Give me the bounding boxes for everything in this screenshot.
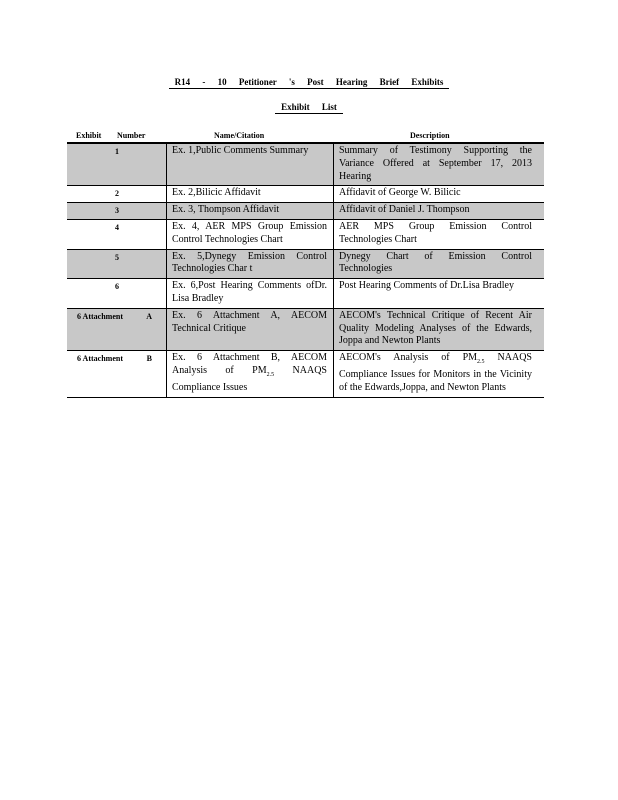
- exhibit-description: AER MPS Group Emission Control Technologies Chart: [339, 220, 532, 245]
- exhibit-attachment: 6 Attachment: [77, 354, 123, 364]
- exhibit-number: 3: [115, 206, 119, 216]
- exhibit-table: [67, 129, 544, 398]
- table-row: [67, 278, 544, 308]
- table-row: [67, 202, 544, 219]
- exhibit-description: Post Hearing Comments of Dr.Lisa Bradley: [339, 280, 514, 292]
- exhibit-attachment: 6 Attachment: [77, 311, 123, 321]
- table-row: [67, 308, 544, 350]
- exhibit-description: Summary of Testimony Supporting the Variance Offered at September 17, 2013 Hearing: [339, 145, 532, 182]
- exhibit-description: Affidavit of Daniel J. Thompson: [339, 204, 470, 216]
- exhibit-name: Ex. 3, Thompson Affidavit: [167, 203, 334, 219]
- table-row: [67, 249, 544, 279]
- table-row: [67, 350, 544, 396]
- exhibit-name: Ex. 6,Post Hearing Comments ofDr. Lisa Bradley: [167, 279, 334, 308]
- table-row: [67, 219, 544, 249]
- exhibit-name: Ex. 1,Public Comments Summary: [167, 144, 334, 185]
- exhibit-description: AECOM's Technical Critique of Recent Air Quality Modeling Analyses of the Edwards, Joppa and Newton Plants: [339, 309, 532, 347]
- exhibit-number: 5: [115, 252, 119, 262]
- header-name: Name/Citation: [214, 131, 265, 140]
- table-header: [67, 129, 544, 143]
- header-exhibit: Exhibit: [76, 131, 102, 140]
- header-description: Description: [410, 131, 450, 140]
- exhibit-description: Dynegy Chart of Emission Control Technologies: [339, 250, 532, 275]
- exhibit-description: Affidavit of George W. Bilicic: [339, 187, 461, 199]
- attachment-letter: A: [146, 311, 152, 321]
- header-number: Number: [117, 131, 146, 140]
- exhibit-name: Ex. 6 Attachment B, AECOM Analysis of $PM_{2.5}$ NAAQS Compliance Issues: [167, 351, 334, 396]
- table-row: [67, 143, 544, 185]
- exhibit-name: Ex. 6 Attachment A, AECOM Technical Critique: [167, 309, 334, 350]
- table-row: [67, 185, 544, 202]
- exhibit-name: Ex. 4, AER MPS Group Emission Control Technologies Chart: [167, 220, 334, 249]
- exhibit-list-heading: Exhibit List: [0, 102, 618, 112]
- exhibit-number: 1: [115, 147, 119, 156]
- document-title: R14 - 10 Petitioner 's Post Hearing Brief Exhibits: [0, 77, 618, 87]
- exhibit-number: 6: [115, 282, 119, 292]
- exhibit-number: 2: [115, 189, 119, 199]
- exhibit-name: Ex. 5,Dynegy Emission Control Technologies Char t: [167, 250, 334, 279]
- exhibit-description: AECOM's Analysis of $PM_{2.5}$ NAAQS Compliance Issues for Monitors in the Vicinity of the Edwards,Joppa, and Newton Plants: [339, 352, 532, 393]
- exhibit-name: Ex. 2,Bilicic Affidavit: [167, 186, 334, 202]
- exhibit-number: 4: [115, 222, 119, 232]
- attachment-letter: B: [146, 354, 152, 364]
